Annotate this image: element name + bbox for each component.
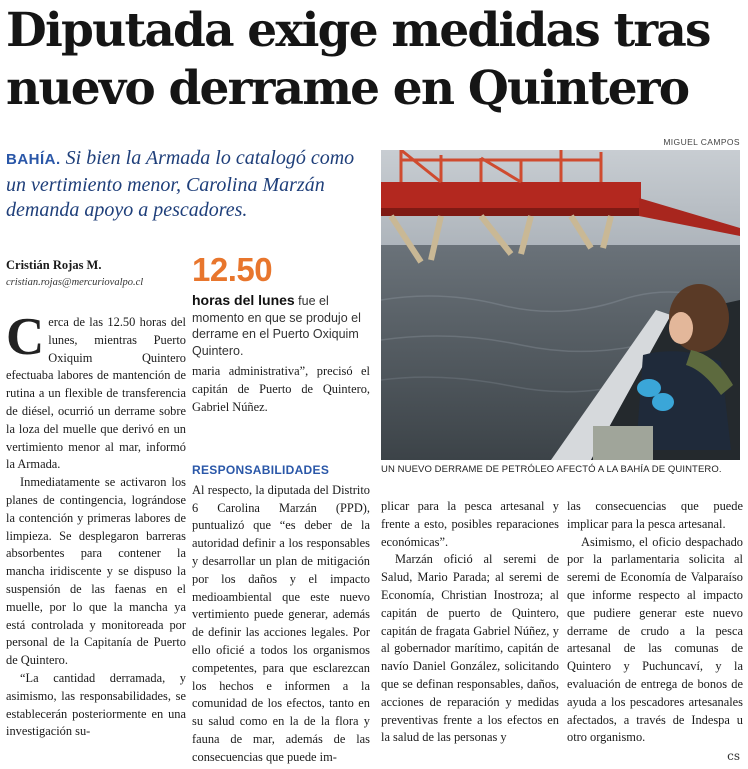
column-2 [192,462,370,767]
paragraph [6,308,186,474]
section-heading: RESPONSABILIDADES [192,463,330,477]
photo-caption: UN NUEVO DERRAME DE PETRÓLEO AFECTÓ A LA BAHÍA DE QUINTERO. [381,464,722,475]
paragraph: plicar para la pesca artesanal y frente a esto, posibles reparaciones económicas”. [381,499,559,549]
paragraph: Asimismo, el oficio despachado por la parlamentaria solicita al seremi de Economía de Valparaíso que informe respecto al impacto que pudiere generar este nuevo derrame de crudo a la pesca artesanal de las comunas de Quintero y Puchuncaví, y la evaluación de entrega de bonos de ayuda a los pescadores artesanales afectados, a través de Indespa u otro organismo. [567,534,743,745]
stat-rest: fue el momento en que se produjo el derrame en el Puerto Oxiquim Quintero. [192,294,361,358]
paragraph: Marzán ofició al seremi de Salud, Mario Parada; al seremi de Economía, Christian Inostroza; al capitán de puerto de Quintero, capitán de fragata Gabriel Núñez, y al gobernador marítimo, capitán de navío Daniel González, solicitando que se definan responsables, daños, acciones de reparación y medidas preventivas frente a los efectos en la salud de las personas y [381,552,559,745]
lede-text: Si bien la Armada lo catalogó como un vertimiento menor, Carolina Marzán demanda apoyo a pescadores. [6,147,355,221]
headline: Diputada exige medidas tras nuevo derrame en Quintero [6,3,710,116]
author-email[interactable]: cristian.rojas@mercuriovalpo.cl [6,277,144,288]
column-2-top [192,363,370,416]
byline [6,258,186,288]
column-1 [6,308,186,741]
end-mark: cs [727,749,740,763]
paragraph: Al respecto, la diputada del Distrito 6 Carolina Marzán (PPD), puntualizó que “es deber de la autoridad definir a los responsables y desarrollar un plan de mitigación por los daños y el impacto medioambiental que este nuevo vertimiento puede generar, además de definir las acciones legales. Por ello oficié a todos los organismos competentes, para que esclarezcan los hechos e informen a la comunidad de los efectos, tanto en su salud como en la de la flora y fauna de mar, además de las consecuencias que puede im- [192,482,370,764]
photo-credit: MIGUEL CAMPOS [663,137,740,147]
paragraph: Inmediatamente se activaron los planes de contingencia, lográndose la contención y primeras labores de limpieza. Se desplegaron barreras absorbentes para contener la mancha iridiscente y se dispuso la suspensión de las faenas en el muelle, por lo que la mancha ya está controlada y monitoreada por personal de la Capitanía de Puerto de Quintero. [6,475,186,668]
article-photo [381,150,740,460]
dropcap: C [6,308,45,366]
paragraph: maria administrativa”, precisó el capitán de Puerto de Quintero, Gabriel Núñez. [192,364,370,414]
column-4 [567,498,743,747]
stat-strong: horas del lunes [192,292,295,308]
paragraph: “La cantidad derramada, y asimismo, las responsabilidades, se establecerán posteriormente en una investigación su- [6,670,186,739]
column-3 [381,498,559,747]
paragraph-text: erca de las 12.50 horas del lunes, mientras Puerto Oxiquim Quintero efectuaba labores de mantención de rutina a un flexible de transferencia de diésel, ocurrió un derrame sobre la loza del muelle que derivó en un vertimiento menor al mar, informó la Armada. [6,315,186,472]
stat-number: 12.50 [192,251,273,288]
lede-kicker: BAHÍA. [6,151,61,168]
author-name: Cristián Rojas M. [6,258,102,272]
stat-text [192,292,370,359]
paragraph: las consecuencias que puede implicar para la pesca artesanal. [567,499,743,531]
lede [6,146,372,224]
